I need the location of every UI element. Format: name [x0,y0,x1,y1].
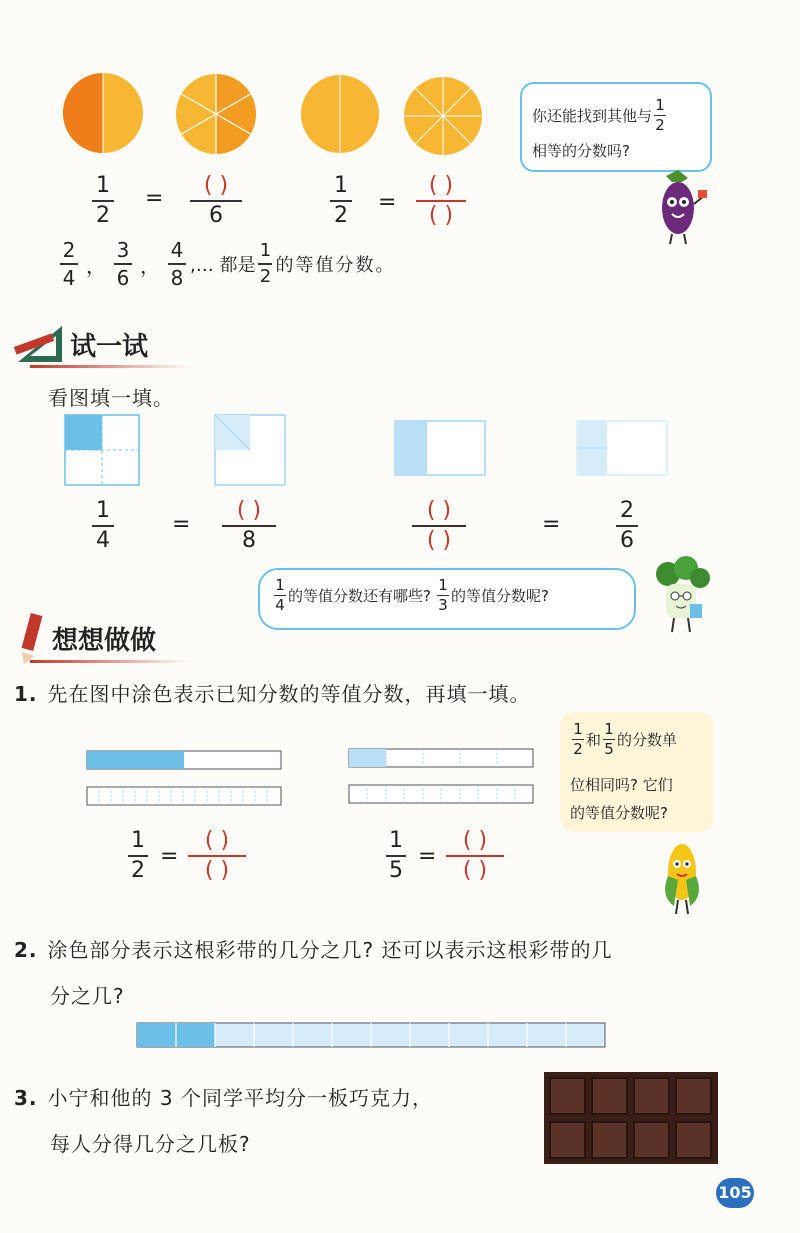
hint-bubble: $\frac{1}{4}$ 的等值分数还有哪些? $\frac{1}{3}$ 的等值分数呢? [258,568,636,630]
corn-mascot-icon [654,836,710,916]
section-title-think: 想想做做 [52,626,157,656]
pencil-icon [14,612,50,664]
hint-bubble: 你还能找到其他与 $\frac{1}{2}$ 相等的分数吗? [520,82,712,172]
broccoli-mascot-icon [646,556,712,636]
eggplant-mascot-icon [648,168,708,248]
fraction-blank: ( ) ( ) [416,175,466,227]
section-underline [30,365,190,368]
fraction: 1 5 [386,830,406,882]
fraction-blank: ( ) 8 [222,500,276,552]
circle-eighths-diagram [403,76,483,156]
equivalent-summary: $\frac{2}{4}$ ， $\frac{3}{6}$ ， $\frac{4}{8}$ ,… 都是 $\frac{1}{2}$ 的等值分数。 [60,240,395,288]
fraction-blank: ( ) ( ) [446,830,504,882]
question-3: 3. 小宁和他的 3 个同学平均分一板巧克力， [14,1086,433,1110]
fraction-blank: ( ) 6 [190,175,242,227]
equals-sign: = [378,190,397,215]
rect-sixth-diagram [576,420,668,476]
strip-fifth-diagram [348,748,534,768]
section-title-try: 试一试 [70,332,149,362]
fraction: 1 2 [92,175,114,227]
chocolate-bar-diagram [544,1072,718,1164]
ribbon-diagram [136,1022,606,1048]
fraction: 1 2 [330,175,352,227]
question-1: 1. 先在图中涂色表示已知分数的等值分数，再填一填。 [14,682,531,706]
equals-sign: = [542,512,561,537]
square-eighth-diagram [214,414,286,486]
equals-sign: = [418,844,437,869]
circle-half-diagram-2 [300,74,380,154]
page-number: 105 [716,1178,754,1208]
square-quarter-diagram [64,414,140,486]
equals-sign: = [172,512,191,537]
fraction-blank: ( ) ( ) [412,500,466,552]
question-2-line2: 分之几? [50,984,125,1008]
question-2: 2. 涂色部分表示这根彩带的几分之几? 还可以表示这根彩带的几 [14,938,613,962]
strip-sixteenths-diagram [86,786,282,806]
equals-sign: = [145,186,164,211]
circle-sixths-diagram [174,72,258,156]
fraction: 1 4 [92,500,114,552]
fraction: 1 2 [128,830,148,882]
strip-half-diagram [86,750,282,770]
equals-sign: = [160,844,179,869]
try-instruction: 看图填一填。 [48,386,174,410]
hint-bubble: $\frac{1}{2}$ 和 $\frac{1}{5}$ 的分数单 位相同吗? 它们 的等值分数呢? [560,712,714,832]
strip-tenths-diagram [348,784,534,804]
fraction-blank: ( ) ( ) [188,830,246,882]
rect-half-diagram [394,420,486,476]
question-3-line2: 每人分得几分之几板? [50,1132,251,1156]
section-underline [30,660,190,663]
ruler-triangle-icon [14,320,66,366]
circle-half-diagram [62,72,144,154]
fraction: 2 6 [616,500,638,552]
